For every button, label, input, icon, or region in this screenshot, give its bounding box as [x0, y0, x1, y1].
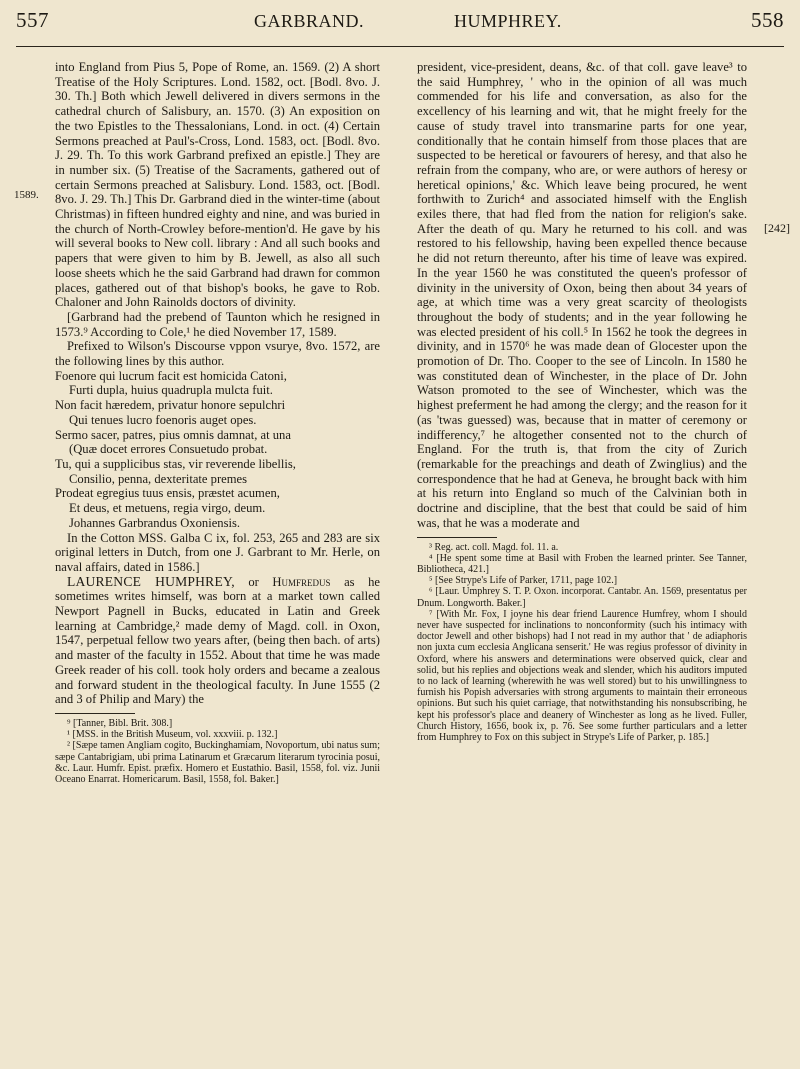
entry-paragraph [55, 575, 380, 707]
footnote: ⁶ [Laur. Umphrey S. T. P. Oxon. incorporat. Cantabr. An. 1569, presentatus per Dnum. Longworth. Baker.] [417, 586, 747, 609]
running-header [16, 2, 784, 47]
footnotes-right [417, 542, 747, 744]
footnote: ³ Reg. act. coll. Magd. fol. 11. a. [429, 541, 559, 553]
entry-conjunction: or [248, 574, 259, 589]
verse-line: Consilio, penna, dexteritate premes [69, 471, 248, 486]
verse-line: Furti dupla, huius quadrupla mulcta fuit. [69, 383, 273, 398]
verse-line: Johannes Garbrandus Oxoniensis. [69, 515, 241, 530]
verse-line: Foenore qui lucrum facit est homicida Catoni, [55, 368, 287, 383]
body-paragraph: In the Cotton MSS. Galba C ix, fol. 253, 265 and 283 are six original letters in Dutch, from one J. Garbrant to Mr. Herle, on naval affairs, dated in 1586.] [55, 530, 380, 574]
verse-line: Sermo sacer, patres, pius omnis damnat, at una [55, 427, 291, 442]
verse-line: Et deus, et metuens, regia virgo, deum. [69, 501, 266, 516]
footnote: ⁷ [With Mr. Fox, I joyne his dear friend Laurence Humfrey, whom I should never have suspected for inclinations to nonconformity (such his intimacy with doctor Jewell and other bishops) had I not read in my author that ' de adiaphoris non juxta cum ecclesia Anglicana senserit.' He was regius professor of divinity in Oxford, where his answers and determinations were observed quick, clear and solid, but his replies and objections weak and slender, which his auditors imputed to no lack of learning (wherewith he was well stored) but to his unwillingness to furnish his Popish adversaries with strong arguments to maintain their erroneous opinions. But such his quiet carriage, that notwithstanding his nonsubscribing, he kept his professor's place and deanery of Winchester as long as he lived. Fuller, Church History, 1656, book ix, p. 76. See some further particulars and a letter from Humphrey to Fox on this subject in Strype's Life of Parker, p. 185.] [417, 608, 747, 743]
entry-text: as he sometimes writes himself, was born at a market town called Newport Pagnell in Bucks, educated in Latin and Greek learning at Cambridge,² made demy of Magd. coll. in Oxon, 1547, perpetual fellow two years after, (being then bach. of arts) and master of the faculty in 1552. About that time he was made Greek reader of his coll. took holy orders and became a zealous and forward student in the theological faculty. In June 1555 (2 and 3 of Philip and Mary) the [55, 574, 380, 707]
entry-alt-name: Humfredus [272, 574, 331, 589]
entry-name: LAURENCE HUMPHREY, [67, 573, 235, 589]
footnote: ⁴ [He spent some time at Basil with Froben the learned printer. See Tanner, Bibliotheca, 421.] [417, 552, 747, 575]
footnote-rule [417, 537, 497, 538]
running-title-left: GARBRAND. [254, 11, 365, 31]
body-paragraph: into England from Pius 5, Pope of Rome, an. 1569. (2) A short Treatise of the Holy Scriptures. Lond. 1582, oct. [Bodl. 8vo. J. 30. Th.] Both which Jewell delivered in divers sermons in the cathedral church of Salisbury, an. 1570. (3) An exposition on the two Epistles to the Thessalonians, Lond. in oct. (4) Certain Sermons preached at Paul's-Cross, Lond. 1583, oct. [Bodl. 8vo. J. 29. Th. To this work Garbrand prefixed an epistle.] They are in number six. (5) Treatise of the Sacraments, gathered out of certain Sermons preached at Salisbury. Lond. 1583, oct. [Bodl. 8vo. J. 29. Th.] This Dr. Garbrand died in the winter-time (about Christmas) in fifteen hundred eighty and nine, and was buried in the church of North-Crowley before-mention'd. He gave by his will several books to New coll. library : And all such books and papers that were given to him by B. Jewell, as also all such loose sheets which he the said Garbrand had drawn for common places, gathered out of that bishop's books, he gave to Rob. Chaloner and John Rainolds doctors of divinity. [55, 60, 380, 310]
running-title-right: HUMPHREY. [454, 11, 562, 31]
verse-line: Prodeat egregius tuus ensis, præstet acumen, [55, 486, 280, 501]
body-paragraph: president, vice-president, deans, &c. of that coll. gave leave³ to the said Humphrey, ' who in the opinion of all was much commended for his life and conversation, as also for the excellency of his learning and wit, that he might freely for the cause of study travel into transmarine parts for one year, conditionally that he contain himself from those places that are suspected to be heretical or favourers of heresy, and that also he refrain from the company, who are, or were authors of heresy or heretical opinions,' &c. Which leave being procured, he went forthwith to Zurich⁴ and associated himself with the English exiles there, that had fled from the nation for religion's sake. After the death of qu. Mary he returned to his coll. and was restored to his fellowship, having been expelled thence because he did not return thereunto, after his time of leave was expired. In the year 1560 he was constituted the queen's professor of divinity in the university of Oxon, being then about 34 years of age, at which time was a very great scarcity of theologists throughout the body of students; and in the year following he was elected president of his coll.⁵ In 1562 he took the degrees in divinity, and in 1570⁶ he was made dean of Glocester upon the promotion of Dr. Tho. Cooper to the see of Lincoln. In 1580 he was constituted dean of Winchester, in the place of Dr. John Watson promoted to the see of Winchester, which was the highest preferment he had among the clergy; and the reason for it (as 'twas guessed) was, because that in matter of ceremony or indifferency,⁷ he altogether consented not to the church of England. For the truth is, that from the city of Zurich (remarkable for the preachings and death of Zwinglius) and the correspondence that he had at Geneva, he brought back with him at his return into England so much of the Calvinian both in doctrine and discipline, that the best that could be said of him was, that he was a moderate and [417, 60, 747, 530]
footnote-rule [55, 713, 135, 714]
latin-verse [55, 369, 380, 531]
margin-page-reference: [242] [764, 221, 790, 235]
footnote: ¹ [MSS. in the British Museum, vol. xxxviii. p. 132.] [67, 729, 278, 741]
footnote: ⁵ [See Strype's Life of Parker, 1711, page 102.] [429, 575, 618, 587]
verse-line: Tu, qui a supplicibus stas, vir reverende libellis, [55, 456, 296, 471]
footnote: ⁹ [Tanner, Bibl. Brit. 308.] [67, 717, 173, 729]
page-number-left: 557 [16, 8, 49, 32]
footnotes-left [55, 718, 380, 785]
body-paragraph: [Garbrand had the prebend of Taunton which he resigned in 1573.⁹ According to Cole,¹ he died November 17, 1589. [55, 309, 380, 339]
verse-line: Qui tenues lucro foenoris auget opes. [69, 412, 257, 427]
margin-year-note: 1589. [14, 189, 39, 201]
verse-line: (Quæ docet errores Consuetudo probat. [69, 442, 268, 457]
verse-line: Non facit hæredem, privatur honore sepulchri [55, 398, 286, 413]
page-number-right: 558 [751, 8, 784, 32]
right-column [417, 60, 747, 743]
left-column [55, 60, 380, 785]
body-paragraph: Prefixed to Wilson's Discourse vppon vsurye, 8vo. 1572, are the following lines by this author. [55, 339, 380, 369]
footnote: ² [Sæpe tamen Angliam cogito, Buckinghamiam, Novoportum, ubi natus sum; sæpe Cantabrigiam, ubi prima Latinarum et Græcarum literarum tyrocinia posui, &c. Laur. Humfr. Epist. præfix. Homero et Eustathio. Basil, 1558, fol. viz. Junii Oceano Enarrat. Homericarum. Basil, 1558, fol. Baker.] [55, 740, 380, 785]
